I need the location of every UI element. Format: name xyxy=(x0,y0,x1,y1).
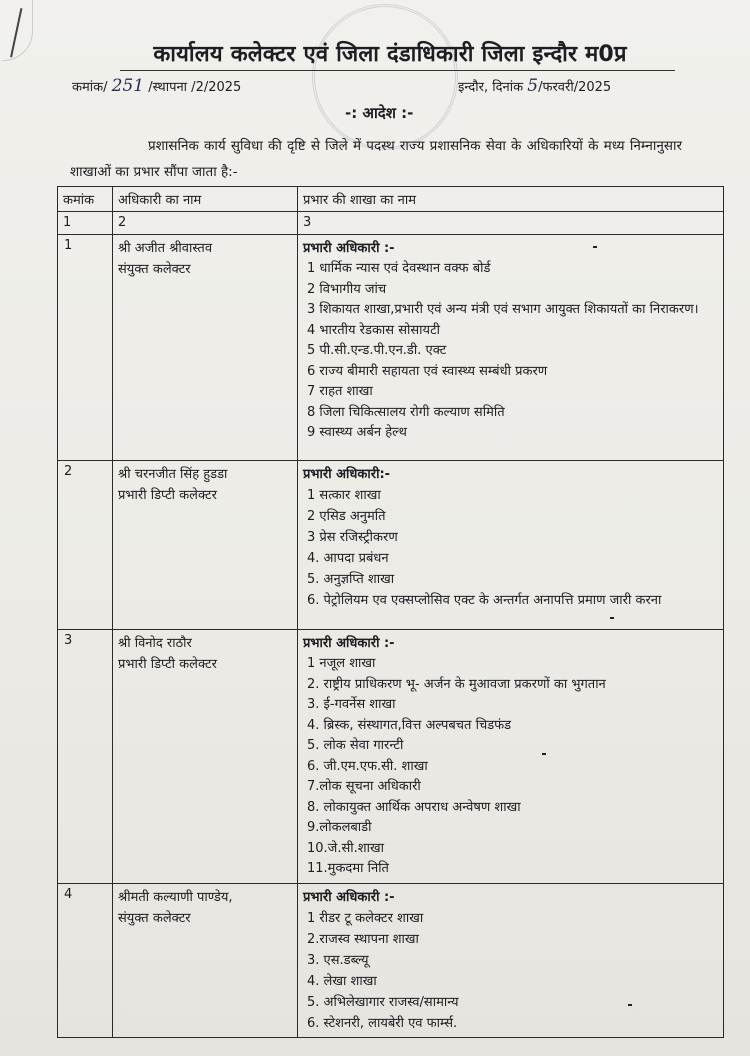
list-item: 8. लोकायुक्त आर्थिक अपराध अन्वेषण शाखा xyxy=(307,799,521,815)
list-item: 9.लोकलबाडी xyxy=(307,820,372,835)
place-date xyxy=(458,76,611,96)
ink-dot-mark xyxy=(610,617,614,619)
branch-list xyxy=(303,259,718,444)
list-item: 4. ब्रिस्क, संस्थागत,वित्त अल्पबचत चिडफंड xyxy=(307,717,512,733)
serial-number: 3 xyxy=(58,630,113,884)
list-item: 5. लोक सेवा गारन्टी xyxy=(307,738,404,753)
list-item: 1 नजूल शाखा xyxy=(307,656,376,671)
officer-cell xyxy=(113,235,298,461)
place-date-prefix: इन्दौर, दिनांक xyxy=(458,80,524,95)
faded-seal-stamp xyxy=(312,4,458,150)
column-index: 3 xyxy=(298,212,724,235)
list-item: 6. जी.एम.एफ.सी. शाखा xyxy=(307,758,428,774)
header-officer-name: अधिकारी का नाम xyxy=(113,187,298,212)
order-heading: -: आदेश :- xyxy=(345,104,414,122)
ref-prefix: कमांक/ xyxy=(72,80,108,95)
reference-number xyxy=(72,76,241,96)
date-day-handwritten: 5 xyxy=(527,76,539,96)
serial-number: 2 xyxy=(58,461,113,630)
column-index: 2 xyxy=(113,212,298,235)
column-index: 1 xyxy=(58,212,113,235)
list-item: 6 राज्य बीमारी सहायता एवं स्वास्थ्य सम्बंधी प्रकरण xyxy=(307,363,548,379)
in-charge-label: प्रभारी अधिकारी :- xyxy=(303,889,395,905)
list-item: 9 स्वास्थ्य अर्बन हेल्थ xyxy=(307,425,407,440)
officer-cell xyxy=(113,461,298,630)
table-row xyxy=(58,461,724,630)
officer-designation: संयुक्त कलेक्टर xyxy=(118,910,191,926)
list-item: 6. पेट्रोलियम एव एक्सप्लोसिव एक्ट के अन्तर्गत अनापत्ति प्रमाण जारी करना xyxy=(307,593,662,608)
office-title: कार्यालय कलेक्टर एवं जिला दंडाधिकारी जिला इन्दौर म0प्र xyxy=(153,42,627,67)
list-item: 2 एसिड अनुमति xyxy=(307,509,386,524)
officer-name: श्री चरनजीत सिंह हुडडा xyxy=(118,467,228,482)
table-row xyxy=(58,883,724,1037)
officer-name: श्रीमती कल्याणी पाण्डेय, xyxy=(118,889,233,905)
officer-designation: प्रभारी डिप्टी कलेक्टर xyxy=(118,488,217,503)
officer-name: श्री विनोद राठौर xyxy=(118,636,192,651)
list-item: 2. राष्ट्रीय प्राधिकरण भू- अर्जन के मुआवजा प्रकरणों का भुगतान xyxy=(307,676,606,692)
title-underline xyxy=(120,70,675,71)
table-header-row xyxy=(58,187,724,212)
list-item: 10.जे.सी.शाखा xyxy=(307,840,384,856)
ink-dot-mark xyxy=(542,753,546,755)
branch-list xyxy=(303,908,718,1034)
in-charge-label: प्रभारी अधिकारी:- xyxy=(303,467,391,482)
list-item: 3 प्रेस रजिस्ट्रीकरण xyxy=(307,530,398,545)
officer-cell xyxy=(113,630,298,884)
list-item: 1 सत्कार शाखा xyxy=(307,488,381,503)
ref-suffix: /स्थापना /2/2025 xyxy=(148,80,242,95)
branch-cell xyxy=(298,461,724,630)
in-charge-label: प्रभारी अधिकारी :- xyxy=(303,241,395,256)
column-index-row xyxy=(58,212,724,235)
table-row xyxy=(58,235,724,461)
table-row xyxy=(58,630,724,884)
list-item: 3 शिकायत शाखा,प्रभारी एवं अन्य मंत्री एवं सभाग आयुक्त शिकायतों का निराकरण। xyxy=(307,302,699,317)
list-item: 7 राहत शाखा xyxy=(307,384,373,399)
list-item: 5. अभिलेखागार राजस्व/सामान्य xyxy=(307,994,459,1010)
ink-dot-mark xyxy=(593,246,597,248)
list-item: 2.राजस्व स्थापना शाखा xyxy=(307,931,419,947)
officer-cell xyxy=(113,883,298,1037)
branch-list xyxy=(303,485,718,611)
list-item: 5. अनुज्ञप्ति शाखा xyxy=(307,572,395,587)
officer-designation: प्रभारी डिप्टी कलेक्टर xyxy=(118,657,217,672)
list-item: 4 भारतीय रेडकास सोसायटी xyxy=(307,322,440,338)
officer-name: श्री अजीत श्रीवास्तव xyxy=(118,241,213,256)
assignment-table xyxy=(57,186,724,1038)
date-suffix: /फरवरी/2025 xyxy=(538,80,612,95)
list-item: 3. एस.डब्ल्यू xyxy=(307,952,369,968)
list-item: 6. स्टेशनरी, लायबेरी एव फार्म्स. xyxy=(307,1015,458,1031)
list-item: 7.लोक सूचना अधिकारी xyxy=(307,779,421,794)
ref-number-handwritten: 251 xyxy=(111,76,145,96)
branch-cell xyxy=(298,235,724,461)
branch-cell xyxy=(298,630,724,884)
officer-designation: संयुक्त कलेक्टर xyxy=(118,262,191,277)
ink-dot-mark xyxy=(628,1004,632,1006)
list-item: 8 जिला चिकित्सालय रोगी कल्याण समिति xyxy=(307,404,505,420)
in-charge-label: प्रभारी अधिकारी :- xyxy=(303,636,395,651)
list-item: 5 पी.सी.एन्ड.पी.एन.डी. एक्ट xyxy=(307,343,447,358)
header-serial: कमांक xyxy=(58,187,113,212)
serial-number: 4 xyxy=(58,883,113,1037)
list-item: 2 विभागीय जांच xyxy=(307,281,387,297)
list-item: 1 रीडर टू कलेक्टर शाखा xyxy=(307,910,424,926)
list-item: 11.मुकदमा निति xyxy=(307,861,389,876)
list-item: 4. आपदा प्रबंधन xyxy=(307,551,389,566)
branch-cell xyxy=(298,883,724,1037)
branch-list xyxy=(303,654,718,880)
serial-number: 1 xyxy=(58,235,113,461)
header-branch-name: प्रभार की शाखा का नाम xyxy=(298,187,724,212)
list-item: 4. लेखा शाखा xyxy=(307,973,377,989)
list-item: 1 धार्मिक न्यास एवं देवस्थान वक्फ बोर्ड xyxy=(307,261,491,276)
list-item: 3. ई-गवर्नेस शाखा xyxy=(307,697,396,712)
intro-paragraph: प्रशासनिक कार्य सुविधा की दृष्टि से जिले में पदस्थ राज्य प्रशासनिक सेवा के अधिकारियों के मध्य निम्नानुसार शाखाओं का प्रभार सौंपा जाता है:- xyxy=(70,138,682,180)
